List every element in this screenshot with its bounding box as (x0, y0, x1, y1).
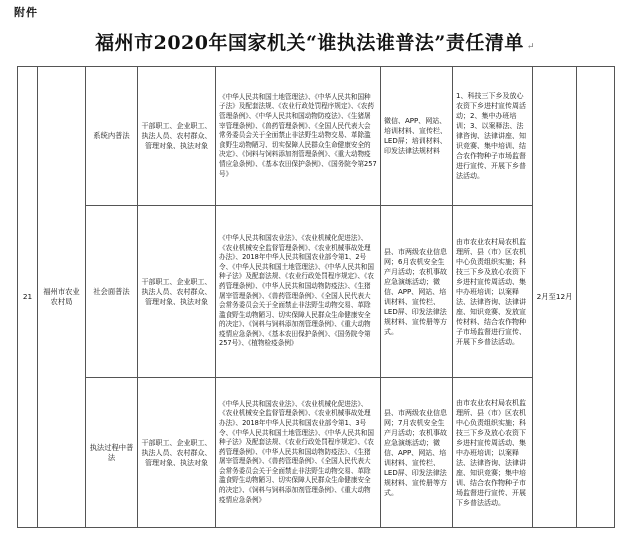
return-mark: ↵ (526, 42, 535, 52)
row-targets: 干部职工、企业职工、执法人员、农村群众、管理对象、执法对象 (138, 206, 216, 378)
row-targets: 干部职工、企业职工、执法人员、农村群众、管理对象、执法对象 (138, 378, 216, 528)
row-category: 系统内普法 (86, 67, 138, 206)
attachment-label: 附件 (14, 6, 38, 19)
responsibility-table (17, 66, 615, 528)
row-category: 社会面普法 (86, 206, 138, 378)
row-laws: 《中华人民共和国土地管理法》、《中华人民共和国种子法》及配套法规、《农业行政处罚程序规定》、《农药管理条例》、《中华人民共和国动物防疫法》、《生猪屠宰管理条例》、《兽药管理条例》、《全国人民代表大会常务委员会关于全面禁止非法野生动物交易、革除滥食野生动物陋习、切实保障人民群众生命健康安全的决定》、《饲料与饲料添加剂管理条例》、《重大动物疫情应急条例》、《基本农田保护条例》、《国务院令第257号》 (216, 67, 381, 206)
page-title (0, 28, 630, 55)
entry-unit: 福州市农业农村局 (38, 67, 86, 528)
row-methods: 县、市两级农业信息网；7月农机安全生产月活动；农机事故应急演练活动；微信、APP、网站、培训材料、宣传栏、LED屏、印发法律法规材料、宣传册等方式。 (381, 378, 453, 528)
row-measures: 1、科技三下乡及放心农资下乡进村宣传周活动；2、集中办班培训；3、以案释法、法律咨询、法律讲座、知识竞赛、集中培训、结合农作物种子市场监督进行宣传、开展下乡普法活动。 (453, 67, 533, 206)
row-methods: 微信、APP、网站、培训材料、宣传栏、LED屏；培训材料、印发法律法规材料 (381, 67, 453, 206)
row-measures: 由市农业农村局农机监理所、县（市）区农机中心负责组织实施；科技三下乡及放心农资下乡进村宣传周活动、集中办班培训；以案释法、法律咨询、法律讲座、知识竞赛、发放宣传材料、结合农作物种子市场监督进行宣传、开展下乡普法活动。 (453, 206, 533, 378)
row-methods: 县、市两级农业信息网；6月农机安全生产月活动；农机事故应急演练活动；微信、APP、网站、培训材料、宣传栏、LED屏、印发法律法规材料、宣传册等方式。 (381, 206, 453, 378)
table-row (18, 67, 615, 206)
row-targets: 干部职工、企业职工、执法人员、农村群众、管理对象、执法对象 (138, 67, 216, 206)
row-laws: 《中华人民共和国农业法》、《农业机械化促进法》、《农业机械安全监督管理条例》、《农业机械事故处理办法》、2018年中华人民共和国农业部令第1、3号令、《中华人民共和国土地管理法》、《中华人民共和国种子法》及配套法规、《农业行政处罚程序规定》、《农药管理条例》、《中华人民共和国动物防疫法》、《生猪屠宰管理条例》、《兽药管理条例》、《全国人民代表大会常务委员会关于全面禁止非法野生动物交易、革除滥食野生动物陋习、切实保障人民群众生命健康安全的决定》、《饲料与饲料添加剂管理条例》、《重大动物疫情应急条例》 (216, 378, 381, 528)
table-row (18, 206, 615, 378)
empty-cell (577, 67, 615, 528)
row-laws: 《中华人民共和国农业法》、《农业机械化促进法》、《农业机械安全监督管理条例》、《农业机械事故处理办法》、2018年中华人民共和国农业部令第1、2号令、《中华人民共和国土地管理法》、《中华人民共和国种子法》及配套法规、《农业行政处罚程序规定》、《农药管理条例》、《中华人民共和国动物防疫法》、《生猪屠宰管理条例》、《兽药管理条例》、《全国人民代表大会常务委员会关于全面禁止非法野生动物交易、革除滥食野生动物陋习、切实保障人民群众生命健康安全的决定》、《饲料与饲料添加剂管理条例》、《重大动物疫情应急条例》、《基本农田保护条例》、《国务院令第257号》、《植物检疫条例》 (216, 206, 381, 378)
title-text: 福州市2020年国家机关“谁执法谁普法”责任清单 (95, 32, 524, 54)
table-row (18, 378, 615, 528)
entry-time: 2月至12月 (533, 67, 577, 528)
entry-index: 21 (18, 67, 38, 528)
row-measures: 由市农业农村局农机监理所、县（市）区农机中心负责组织实施；科技三下乡及放心农资下乡进村宣传周活动、集中办班培训；以案释法、法律咨询、法律讲座、知识竞赛；集中培训、结合农作物种子市场监督进行宣传、开展下乡普法活动。 (453, 378, 533, 528)
row-category: 执法过程中普法 (86, 378, 138, 528)
